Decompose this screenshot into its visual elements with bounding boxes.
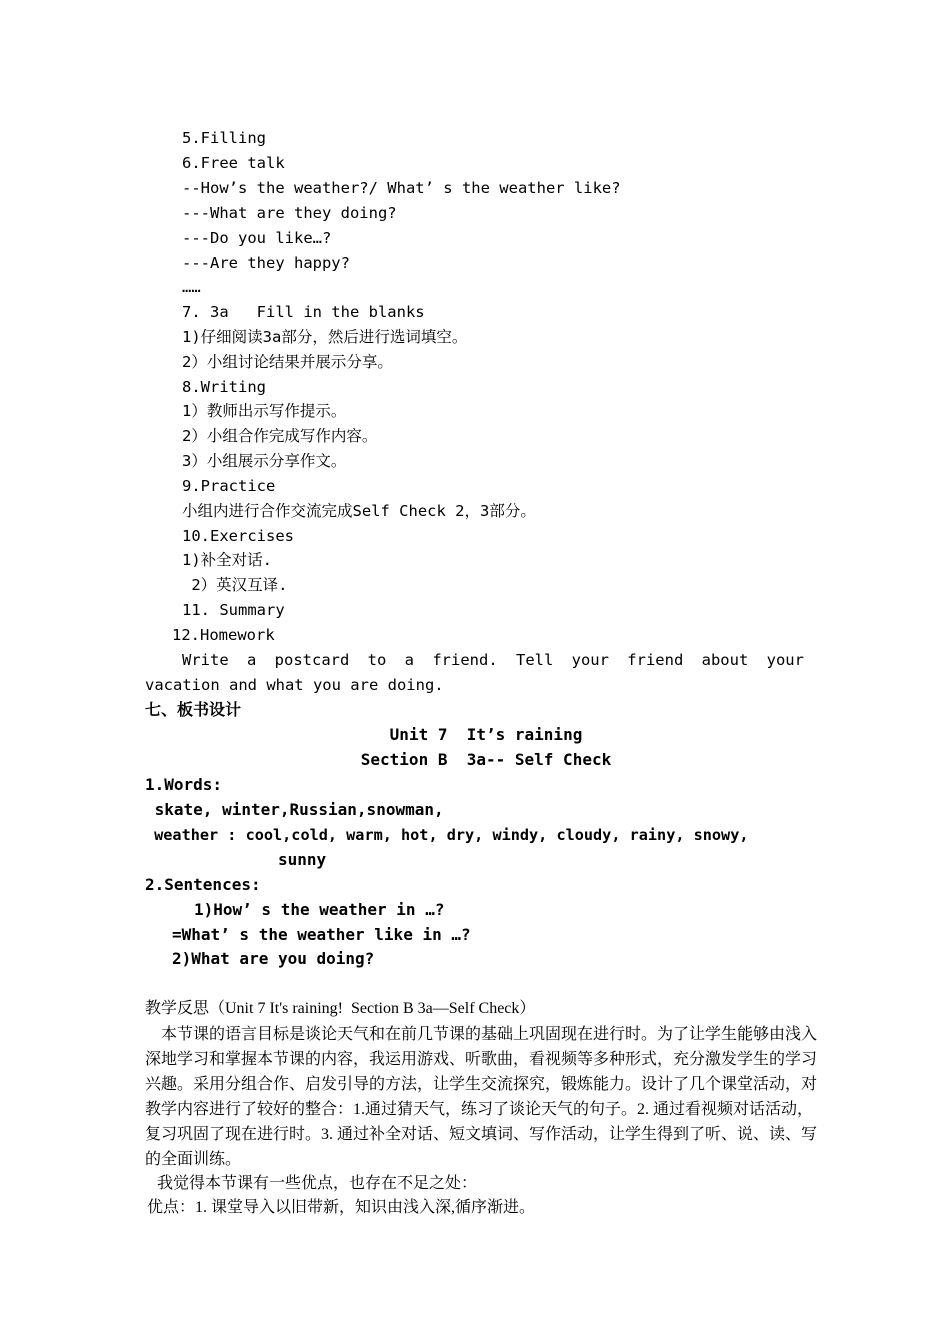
sentence-2: 2)What are you doing? — [172, 949, 375, 968]
homework-word: to — [367, 651, 387, 669]
step-5: 5.Filling — [182, 129, 266, 147]
free-talk-question-4: ---Are they happy? — [182, 254, 350, 272]
reflection-paragraph-2: 我觉得本节课有一些优点，也存在不足之处： — [157, 1175, 478, 1192]
free-talk-question-3: ---Do you like…? — [182, 229, 332, 247]
step-7: 7. 3a Fill in the blanks — [182, 303, 425, 321]
homework-word: your — [766, 651, 804, 669]
homework-word: a — [404, 651, 414, 669]
step-9: 9.Practice — [182, 477, 276, 495]
board-title-section: Section B 3a-- Self Check — [360, 750, 612, 769]
reflection-paragraph-1: 本节课的语言目标是谈论天气和在前几节课的基础上巩固现在进行时。为了让学生能够由浅入深地学习和掌握本节课的内容，我运用游戏、听歌曲，看视频等多种形式，充分激发学生的学习兴趣。采用分组合作、启发引导的方法，让学生交流探究，锻炼能力。设计了几个课堂活动，对教学内容进行了较好的整合：1.通过猜天气，练习了谈论天气的句子。2. 通过看视频对话活动，复习巩固了现在进行时。3. 通过补全对话、短文填词、写作活动，让学生得到了听、说、读、写的全面训练。 — [145, 1026, 818, 1168]
step-8-item-2: 2）小组合作完成写作内容。 — [182, 427, 378, 445]
step-11: 11. Summary — [182, 601, 285, 619]
homework-word: about — [701, 651, 749, 669]
step-7-item-1: 1)仔细阅读3a部分，然后进行选词填空。 — [182, 328, 468, 346]
step-10: 10.Exercises — [182, 527, 294, 545]
reflection-paragraph-3: 优点：1. 课堂导入以旧带新，知识由浅入深,循序渐进。 — [147, 1199, 536, 1216]
step-10-item-2: 2）英汉互译. — [182, 576, 288, 594]
step-10-item-1: 1)补全对话. — [182, 551, 272, 569]
step-9-item-1: 小组内进行合作交流完成Self Check 2，3部分。 — [182, 502, 536, 520]
homework-line-1 — [182, 649, 804, 671]
sentence-1: 1)How’ s the weather in …? — [194, 900, 445, 919]
homework-word: Tell — [515, 651, 554, 669]
step-8-item-1: 1）教师出示写作提示。 — [182, 402, 347, 420]
reflection-title: 教学反思（Unit 7 It's raining! Section B 3a—Self Check） — [145, 1000, 536, 1017]
homework-word: your — [571, 651, 609, 669]
homework-word: friend — [627, 651, 684, 669]
words-line-2: weather : cool,cold, warm, hot, dry, windy, cloudy, rainy, snowy, — [145, 826, 749, 844]
homework-word: Write — [182, 651, 229, 669]
step-7-item-2: 2）小组讨论结果并展示分享。 — [182, 353, 393, 371]
board-design-heading: 七、板书设计 — [145, 700, 242, 719]
free-talk-question-2: ---What are they doing? — [182, 204, 397, 222]
step-12: 12.Homework — [172, 626, 275, 644]
board-title-unit: Unit 7 It’s raining — [389, 725, 583, 744]
homework-line-2: vacation and what you are doing. — [145, 676, 444, 694]
step-8-item-3: 3）小组展示分享作文。 — [182, 452, 347, 470]
sentence-1-alt: =What’ s the weather like in …? — [172, 925, 471, 944]
ellipsis: …… — [182, 278, 201, 296]
sentences-label: 2.Sentences: — [145, 875, 261, 894]
words-label: 1.Words: — [145, 775, 223, 794]
homework-word: postcard — [274, 651, 350, 669]
free-talk-question-1: --How’s the weather?/ What’ s the weather like? — [182, 179, 621, 197]
homework-word: a — [247, 651, 257, 669]
words-line-3: sunny — [278, 850, 327, 869]
words-line-1: skate, winter,Russian,snowman, — [145, 800, 444, 819]
step-6: 6.Free talk — [182, 154, 285, 172]
step-8: 8.Writing — [182, 378, 266, 396]
homework-word: friend. — [432, 651, 498, 669]
